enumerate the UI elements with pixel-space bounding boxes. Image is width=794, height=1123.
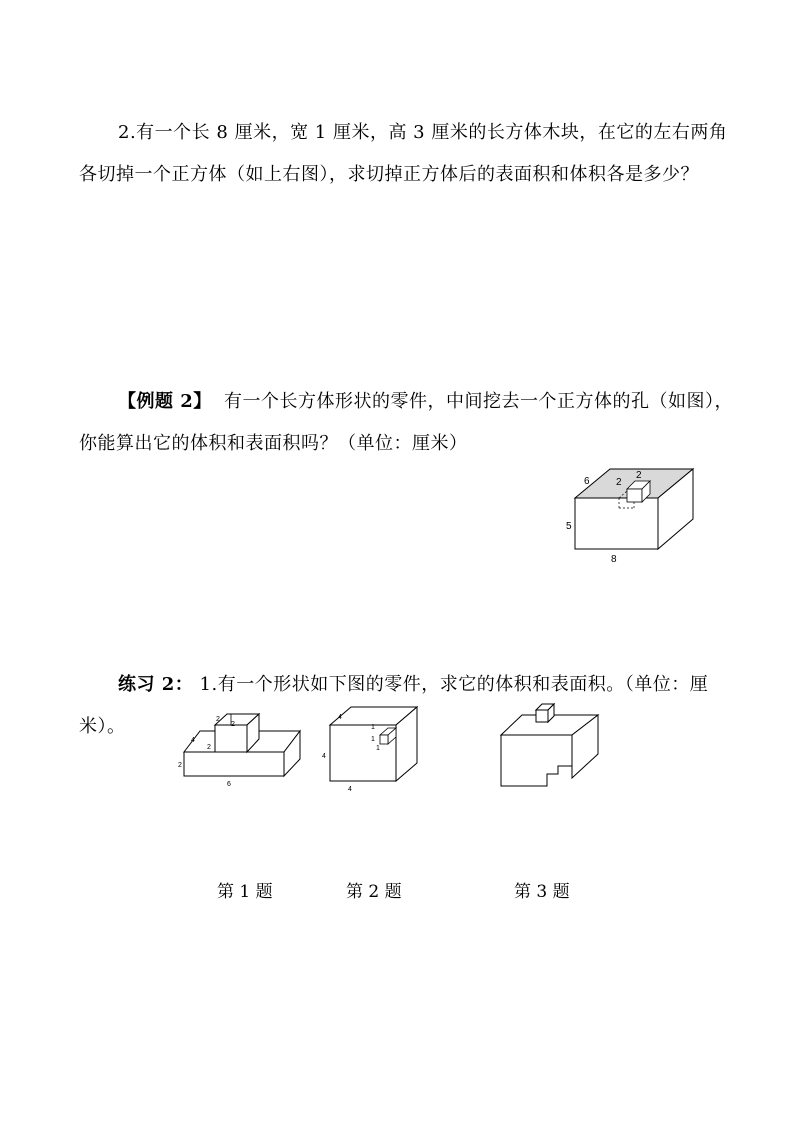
practice2-text: 1.有一个形状如下图的零件，求它的体积和表面积。（单位：厘 [199,674,709,695]
practice2-figure2 [318,703,433,793]
practice2-figure1 [170,708,305,790]
figure2-label-notch-c: 1 [376,745,380,752]
practice2-line2: 米）。 [79,716,126,737]
example2-label: 【例题 2】 [118,391,212,412]
example2-line1 [118,387,733,413]
caption-problem-3: 第 3 题 [514,882,570,902]
caption-problem-2: 第 2 题 [346,882,402,902]
example2-label-hole-b: 2 [636,470,642,481]
example2-label-depth: 6 [584,476,590,487]
caption-problem-1: 第 1 题 [217,882,273,902]
figure1-label-length: 6 [227,781,231,788]
example2-label-height: 5 [566,521,572,532]
figure1-label-depth: 4 [191,737,195,744]
figure2-label-notch-a: 1 [371,724,375,731]
problem2-line2: 各切掉一个正方体（如上右图），求切掉正方体后的表面积和体积各是多少？ [79,164,699,185]
practice2-line1 [118,670,708,696]
example2-label-length: 8 [611,554,617,565]
example2-line2: 你能算出它的体积和表面积吗？（单位：厘米） [79,433,468,454]
practice2-figure3 [495,700,615,792]
figure2-label-depth: 4 [338,714,342,721]
figure2-label-width: 4 [348,786,352,793]
problem2-line1: 2.有一个长 8 厘米，宽 1 厘米，高 3 厘米的长方体木块，在它的左右两角 [118,122,728,143]
figure1-label-top-b: 2 [231,721,235,728]
example2-label-hole-a: 2 [616,477,622,488]
figure2-label-notch-b: 1 [371,736,375,743]
figure2-label-height: 4 [322,753,326,760]
figure1-label-height: 2 [178,762,182,769]
practice2-label: 练习 2： [118,674,194,695]
example2-text: 有一个长方体形状的零件，中间挖去一个正方体的孔（如图）， [224,391,734,412]
figure1-label-top-a: 2 [216,716,220,723]
figure1-label-mid: 2 [207,744,211,751]
example2-figure [560,462,700,567]
